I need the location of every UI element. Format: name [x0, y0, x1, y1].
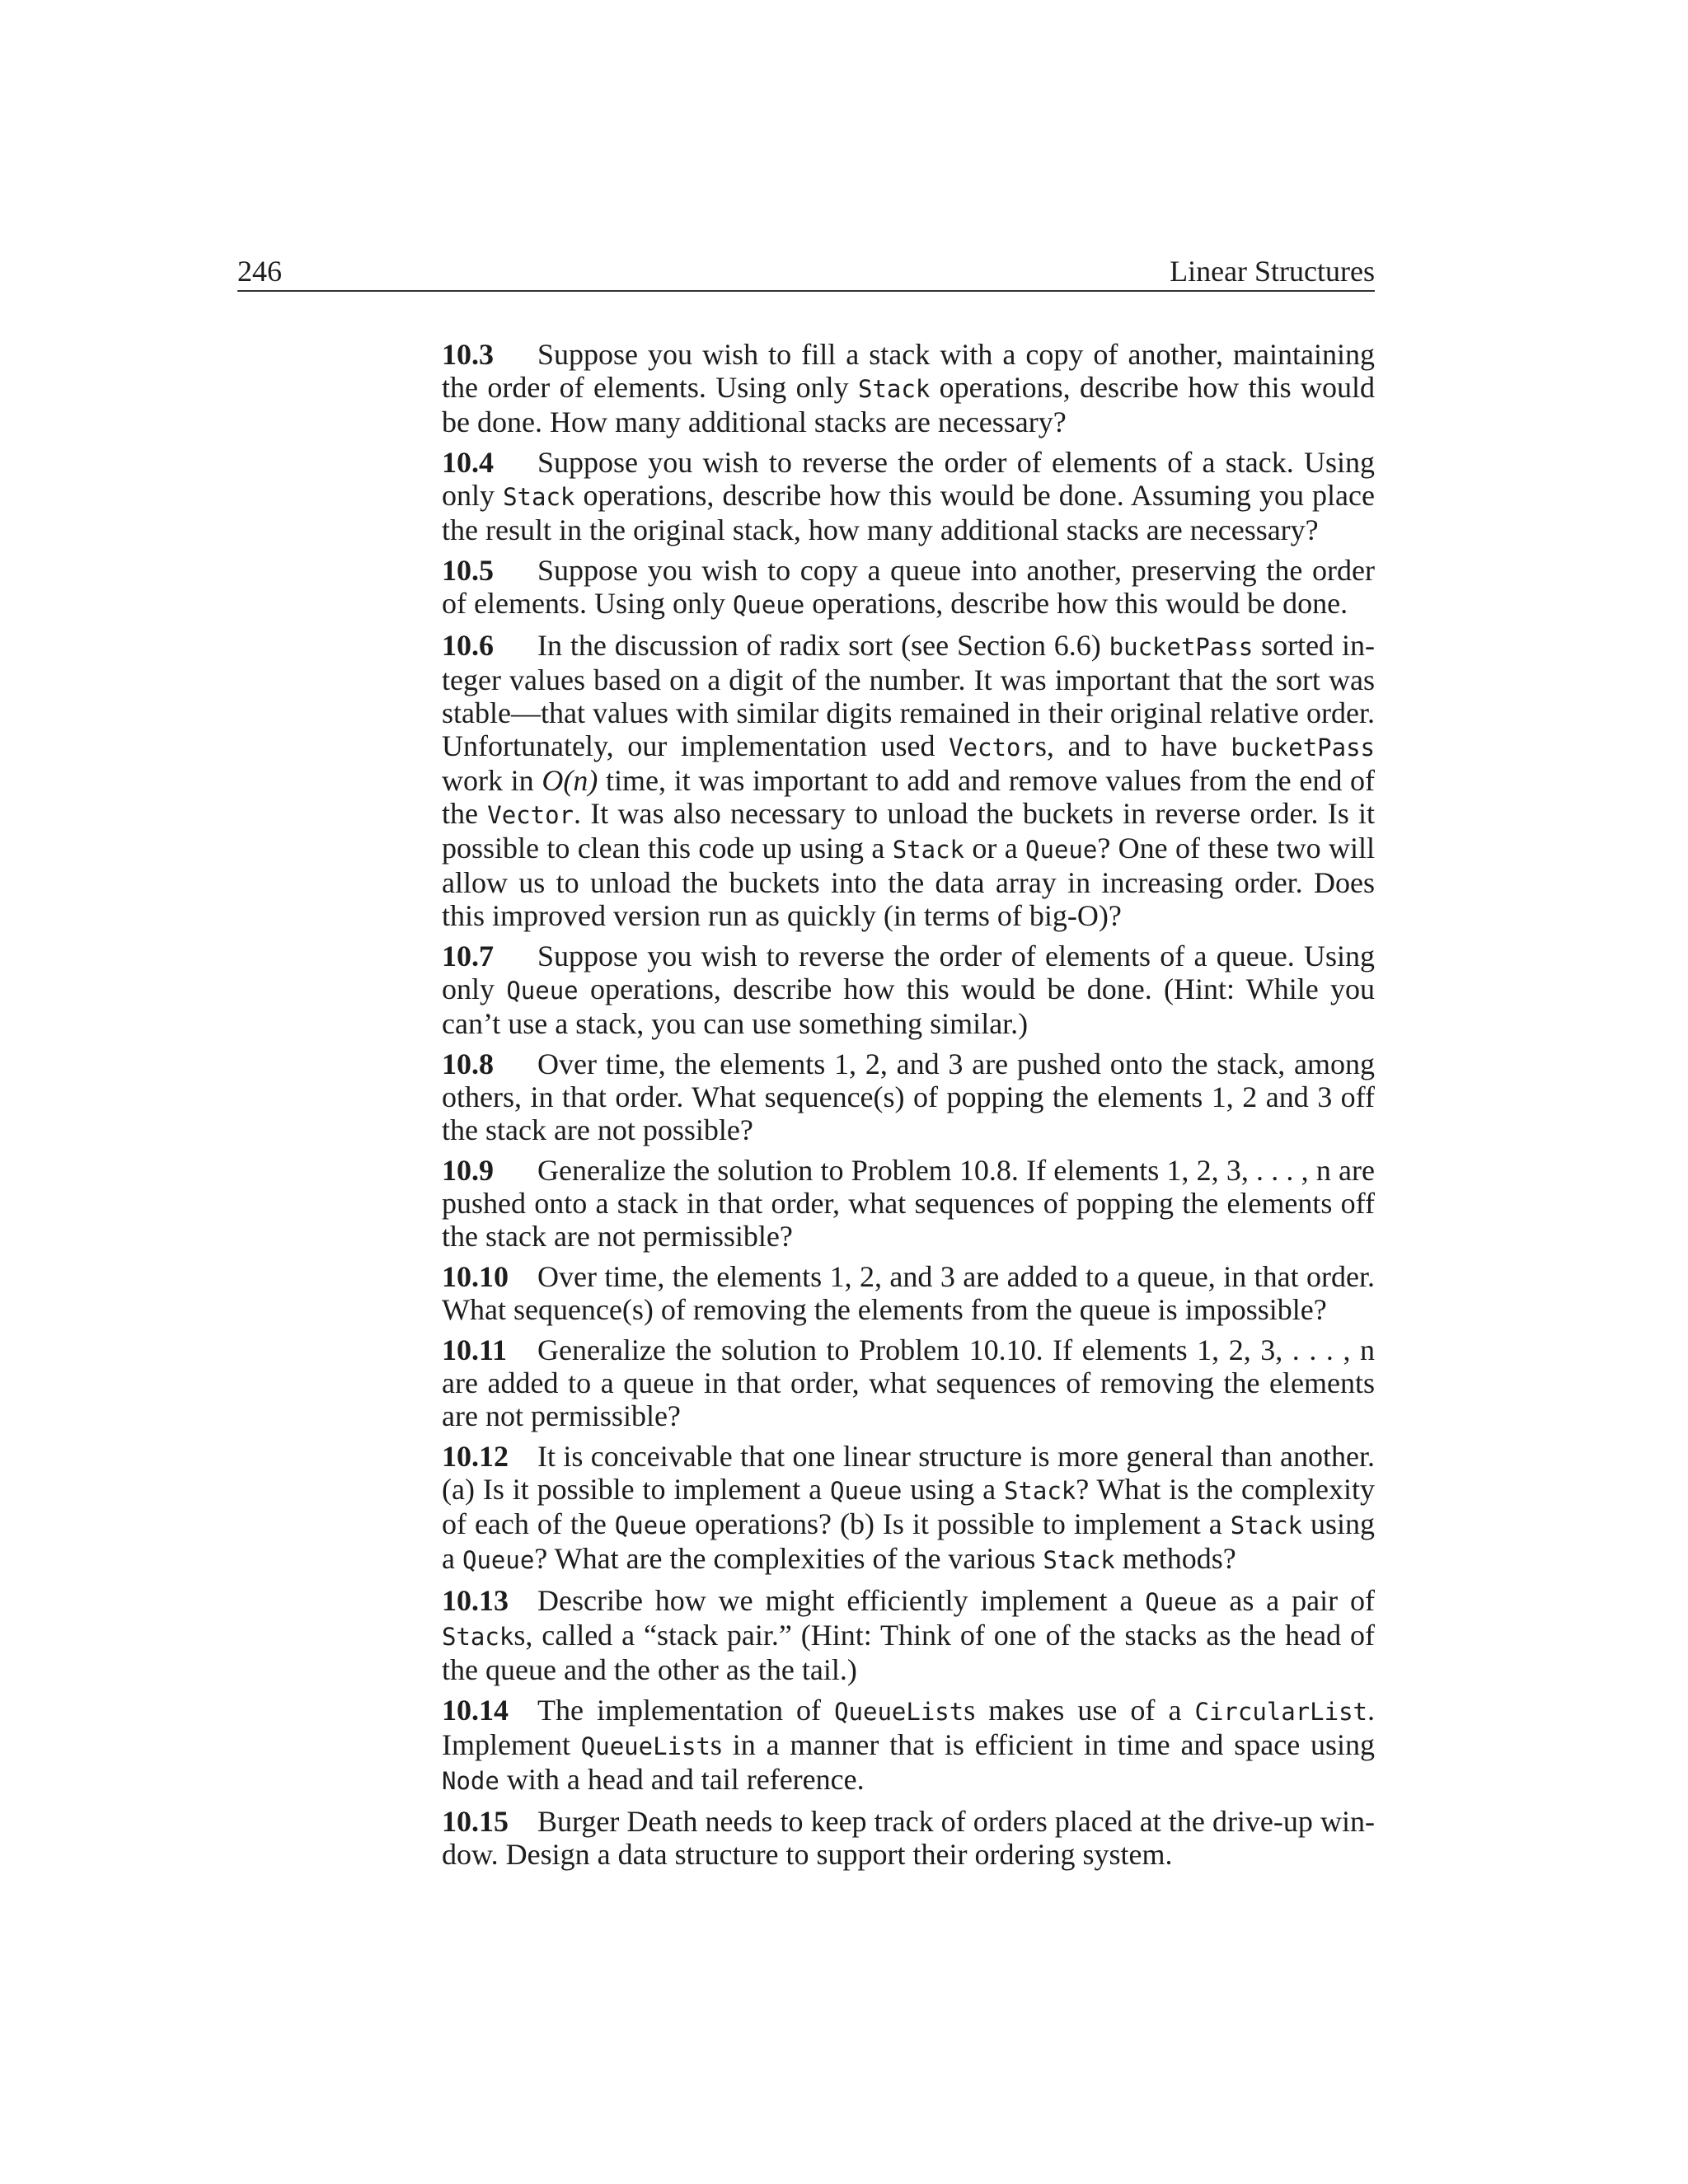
problem-number: 10.12	[442, 1440, 509, 1473]
problem-text: as a pair of	[1217, 1584, 1375, 1617]
problem-text: operations, describe how this would be done. How many additional stacks are necessary?	[442, 371, 1376, 438]
problem-10-12	[442, 1440, 1375, 1577]
problem-10-13	[442, 1584, 1375, 1686]
page-number: 246	[237, 255, 282, 288]
code-term: Queue	[1025, 836, 1098, 864]
problem-text: . Implement	[442, 1694, 1375, 1761]
problem-text: s makes use of a	[964, 1694, 1195, 1727]
problem-number: 10.10	[442, 1260, 509, 1293]
problem-text: using a	[902, 1473, 1004, 1506]
problem-text: are pushed onto a stack in that order, what sequences of popping the elements off the stack are not permissible?	[442, 1154, 1375, 1253]
problem-text: s, called a “stack pair.” (Hint: Think of one of the stacks as the head of the queue and the other as the tail.)	[442, 1619, 1375, 1686]
code-term: Queue	[462, 1546, 535, 1574]
problem-10-7	[442, 940, 1375, 1040]
problem-text: Suppose you wish to copy a queue into another, preserving the order of elements. Using only	[442, 554, 1375, 620]
problem-10-14	[442, 1694, 1375, 1797]
code-term: Stack	[442, 1623, 514, 1651]
problem-text: sorted integer values based on a digit of the number. It was important that the sort was stable—that values with similar digits remained in their original relative order. Unfortunately, our implementation used	[442, 629, 1375, 762]
problem-10-10	[442, 1260, 1375, 1326]
code-term: Vector	[487, 801, 574, 829]
problem-text: with a head and tail reference.	[499, 1763, 865, 1796]
problem-text: are added to a queue in that order, what sequences of removing the elements are not permissible?	[442, 1366, 1375, 1432]
problem-10-5	[442, 554, 1375, 621]
problem-text: using a	[442, 1507, 1375, 1575]
code-term: Queue	[614, 1511, 687, 1540]
problem-text: In the discussion of radix sort (see Section 6.6)	[537, 629, 1109, 662]
math-expression: O(n)	[542, 764, 598, 797]
code-term: bucketPass	[1231, 733, 1376, 762]
problem-text: The implementation of	[537, 1694, 835, 1727]
problem-text: operations, describe how this would be done. Assuming you place the result in the original stack, how many additional stacks are necessary?	[442, 479, 1375, 546]
problem-number: 10.8	[442, 1047, 494, 1080]
code-term: Node	[442, 1767, 499, 1795]
problem-text: Burger Death needs to keep track of orders placed at the drive-up window. Design a data structure to support their ordering system.	[442, 1805, 1375, 1871]
problem-text: operations, describe how this would be done.	[804, 587, 1348, 620]
running-head: Linear Structures	[1170, 255, 1375, 288]
problem-text: operations, describe how this would be done. (Hint: While you can’t use a stack, you can use something similar.)	[442, 972, 1375, 1040]
problem-number: 10.3	[442, 338, 494, 371]
problem-number: 10.13	[442, 1584, 509, 1617]
problem-text: Over time, the elements 1, 2, and 3 are pushed onto the stack, among others, in that order. What sequence(s) of popping the elements 1, 2 and 3 off the stack are not possible?	[442, 1047, 1375, 1146]
problem-text: Generalize the solution to Problem 10.8. If elements	[537, 1154, 1167, 1187]
code-term: Queue	[732, 591, 805, 619]
problem-text: work in	[442, 764, 542, 797]
problem-text: methods?	[1114, 1542, 1236, 1575]
problem-10-4	[442, 446, 1375, 546]
problem-number: 10.11	[442, 1333, 508, 1366]
math-expression: 1, 2, 3, . . . , n	[1166, 1154, 1331, 1187]
code-term: Stack	[892, 836, 965, 864]
problem-10-8	[442, 1047, 1375, 1146]
problem-text: or a	[964, 832, 1026, 865]
problem-10-11	[442, 1333, 1375, 1432]
problem-text: ? What is the complexity of each of the	[442, 1473, 1375, 1540]
problem-number: 10.14	[442, 1694, 509, 1727]
page-header	[237, 249, 1375, 292]
code-term: CircularList	[1194, 1698, 1367, 1726]
problem-number: 10.4	[442, 446, 494, 479]
problem-text: . It was also necessary to unload the buckets in reverse order. Is it possible to clean this code up using a	[442, 797, 1375, 865]
problem-number: 10.9	[442, 1154, 494, 1187]
problem-number: 10.5	[442, 554, 494, 587]
problem-10-6	[442, 629, 1375, 932]
problem-text: s, and to have	[1034, 729, 1231, 762]
code-term: Queue	[830, 1477, 903, 1505]
code-term: Stack	[503, 483, 575, 511]
problem-text: Generalize the solution to Problem 10.10. If elements	[537, 1333, 1198, 1366]
problem-text: operations? (b) Is it possible to implement a	[687, 1507, 1231, 1540]
problem-text: ? One of these two will allow us to unload the buckets into the data array in increasing order. Does this improved version run as quickly (in terms of big-O)?	[442, 832, 1376, 932]
problem-10-3	[442, 338, 1375, 438]
code-term: QueueList	[834, 1698, 964, 1726]
code-term: Queue	[506, 977, 579, 1005]
problem-number: 10.7	[442, 940, 494, 972]
math-expression: 1, 2, 3, . . . , n	[1197, 1333, 1375, 1366]
code-term: Stack	[1043, 1546, 1115, 1574]
problem-text: Over time, the elements 1, 2, and 3 are added to a queue, in that order. What sequence(s) of removing the elements from the queue is impossible?	[442, 1260, 1375, 1326]
problem-text: Describe how we might efficiently implement a	[537, 1584, 1146, 1617]
problem-number: 10.15	[442, 1805, 509, 1838]
problem-text: Suppose you wish to reverse the order of elements of a stack. Using only	[442, 446, 1375, 512]
problem-10-9	[442, 1154, 1375, 1253]
problem-text: time, it was important to add and remove values from the end of the	[442, 764, 1375, 830]
code-term: Queue	[1145, 1588, 1217, 1616]
code-term: Stack	[1230, 1511, 1303, 1540]
problem-number: 10.6	[442, 629, 494, 662]
code-term: Stack	[858, 375, 931, 403]
problem-text: It is conceivable that one linear structure is more general than another. (a) Is it possible to implement a	[442, 1440, 1375, 1506]
code-term: Vector	[949, 733, 1035, 762]
problem-text: s in a manner that is efficient in time and space using	[710, 1728, 1376, 1761]
problem-10-15	[442, 1805, 1375, 1871]
code-term: QueueList	[580, 1732, 710, 1760]
problem-text: Suppose you wish to fill a stack with a copy of another, maintaining the order of elements. Using only	[442, 338, 1375, 404]
code-term: Stack	[1003, 1477, 1076, 1505]
problem-text: Suppose you wish to reverse the order of elements of a queue. Using only	[442, 940, 1375, 1005]
code-term: bucketPass	[1109, 633, 1254, 661]
problem-text: ? What are the complexities of the various	[534, 1542, 1043, 1575]
problem-list	[442, 338, 1375, 1878]
